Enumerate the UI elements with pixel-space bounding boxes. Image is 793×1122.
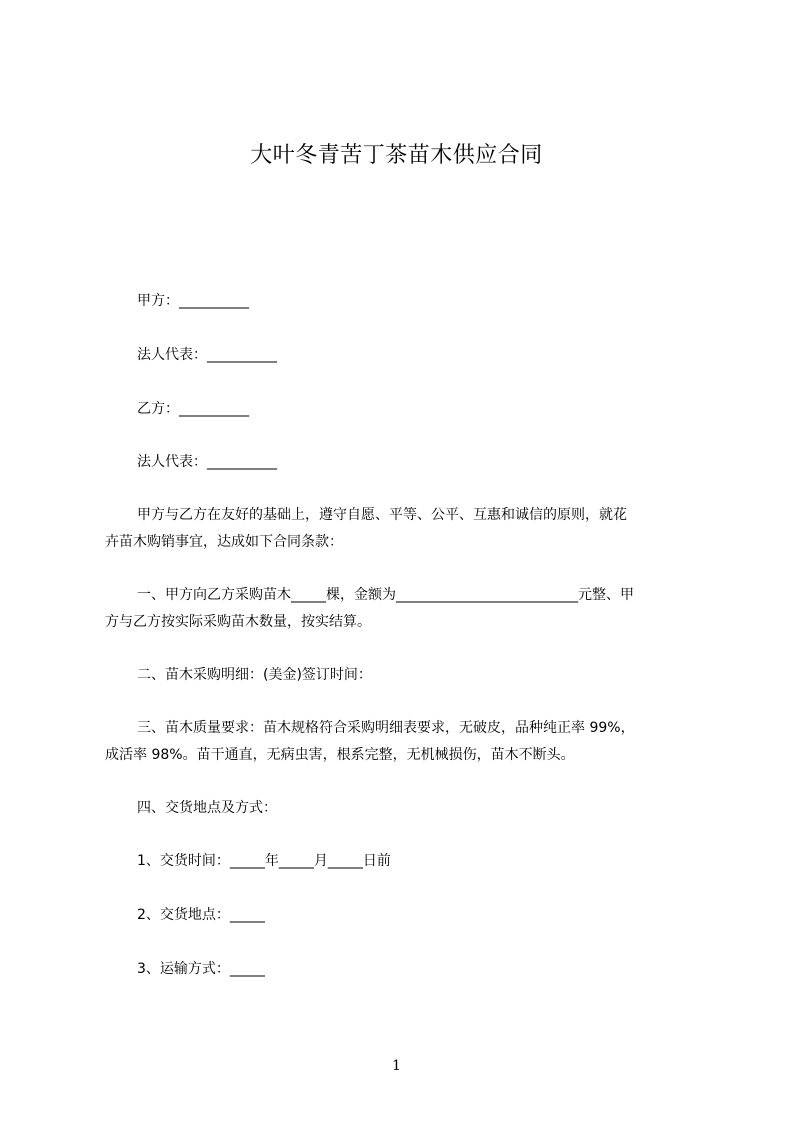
document-title: 大叶冬青苦丁茶苗木供应合同 bbox=[250, 143, 543, 168]
party-a-line: 甲方：__________ bbox=[137, 293, 249, 309]
intro-paragraph-line-2: 卉苗木购销事宜，达成如下合同条款： bbox=[105, 534, 343, 550]
intro-paragraph-line-1: 甲方与乙方在友好的基础上，遵守自愿、平等、公平、互惠和诚信的原则，就花 bbox=[137, 507, 627, 523]
party-b-line: 乙方：__________ bbox=[137, 401, 249, 417]
delivery-location-line: 2、交货地点：_____ bbox=[137, 907, 265, 923]
page-number: 1 bbox=[392, 1058, 401, 1074]
clause-1-line-1: 一、甲方向乙方采购苗木_____棵，金额为__________________________元整、甲 bbox=[137, 587, 634, 603]
transport-method-line: 3、运输方式：_____ bbox=[137, 961, 265, 977]
party-a-representative-line: 法人代表：__________ bbox=[137, 347, 277, 363]
clause-1-line-2: 方与乙方按实际采购苗木数量，按实结算。 bbox=[105, 614, 371, 630]
clause-2-line: 二、苗木采购明细：(美金)签订时间： bbox=[137, 667, 372, 683]
clause-3-line-1: 三、苗木质量要求：苗木规格符合采购明细表要求，无破皮，品种纯正率 99%， bbox=[137, 720, 635, 736]
clause-4-line: 四、交货地点及方式： bbox=[137, 800, 277, 816]
party-b-representative-line: 法人代表：__________ bbox=[137, 454, 277, 470]
delivery-time-line: 1、交货时间：_____年_____月_____日前 bbox=[137, 853, 391, 869]
clause-3-line-2: 成活率 98%。苗干通直，无病虫害，根系完整，无机械损伤，苗木不断头。 bbox=[105, 747, 575, 763]
